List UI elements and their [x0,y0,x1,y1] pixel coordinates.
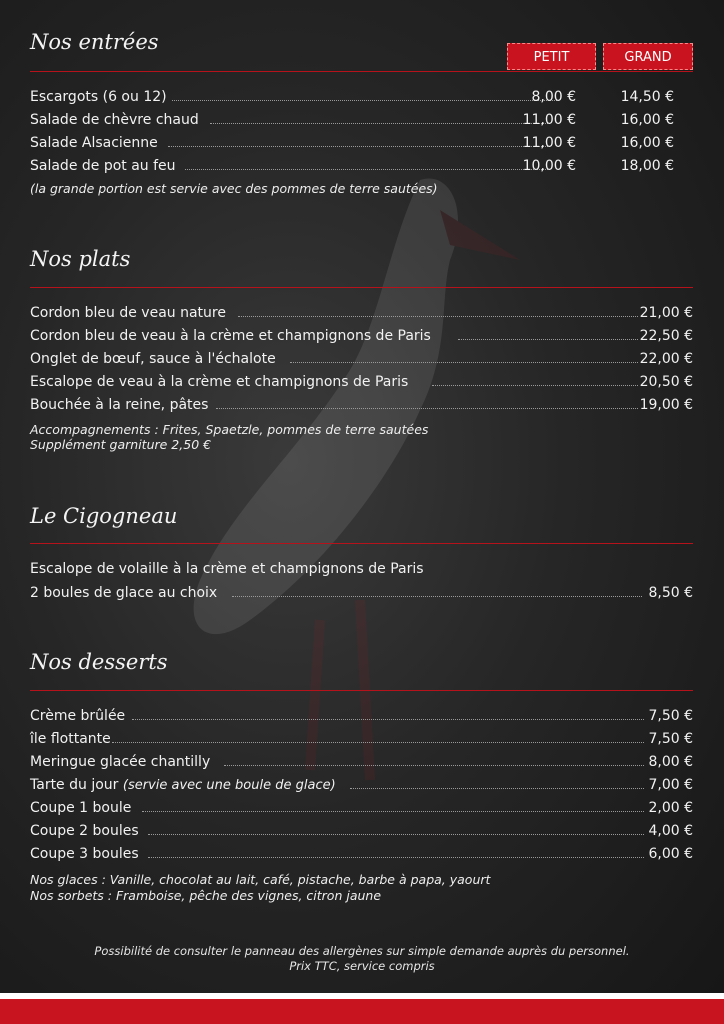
menu-item [30,583,693,603]
cigogneau-divider [30,543,693,544]
item-name: Salade de pot au feu [30,158,176,174]
stork-watermark-icon [120,150,540,790]
menu-item [30,303,693,323]
item-name: Salade de chèvre chaud [30,112,199,128]
item-name: Salade Alsacienne [30,135,158,151]
menu-item [30,349,693,369]
item-price: 22,00 € [639,351,693,367]
item-price: 6,00 € [648,846,693,862]
price-grand: 18,00 € [620,158,674,174]
menu-item [30,775,693,795]
menu-item [30,110,693,130]
tarte-note: (servie avec une boule de glace) [122,778,336,793]
item-price: 8,50 € [648,585,693,601]
dot-leader [238,316,638,317]
item-name: Crème brûlée [30,708,126,724]
item-price: 21,00 € [639,305,693,321]
item-name: Cordon bleu de veau à la crème et champignons de Paris [30,328,431,344]
menu-item [30,395,693,415]
item-name: Coupe 2 boules [30,823,139,839]
bottom-red-band [0,999,724,1024]
footer-allergens: Possibilité de consulter le panneau des allergènes sur simple demande auprès du personnel. [94,944,630,958]
menu-item [30,372,693,392]
menu-item [30,706,693,726]
item-price: 20,50 € [639,374,693,390]
item-name: Escalope de veau à la crème et champignons de Paris [30,374,409,390]
price-petit: 11,00 € [522,135,576,151]
dot-leader [350,788,644,789]
dot-leader [142,811,644,812]
price-petit: 8,00 € [531,89,576,105]
plats-title: Nos plats [30,247,131,271]
desserts-title: Nos desserts [30,650,168,674]
dot-leader [112,742,644,743]
menu-item [30,752,693,772]
menu-item [30,559,693,579]
item-name: 2 boules de glace au choix [30,585,218,601]
item-price: 7,50 € [648,731,693,747]
dot-leader [148,857,644,858]
item-name: Bouchée à la reine, pâtes [30,397,209,413]
item-price: 2,00 € [648,800,693,816]
dot-leader [232,596,642,597]
dot-leader [432,385,638,386]
dot-leader [224,765,644,766]
item-name: Cordon bleu de veau nature [30,305,226,321]
item-price: 4,00 € [648,823,693,839]
menu-item [30,729,693,749]
dot-leader [185,169,550,170]
menu-item [30,844,693,864]
dot-leader [210,123,550,124]
entrees-note: (la grande portion est servie avec des pommes de terre sautées) [30,181,438,196]
grand-column-badge: GRAND [603,43,693,70]
dot-leader [148,834,644,835]
footer-prices: Prix TTC, service compris [289,959,435,973]
price-petit: 10,00 € [522,158,576,174]
entrees-divider [30,71,693,72]
cigogneau-title: Le Cigogneau [30,504,178,528]
item-name [30,775,336,796]
price-grand: 14,50 € [620,89,674,105]
item-name: Meringue glacée chantilly [30,754,211,770]
plats-divider [30,287,693,288]
dot-leader [290,362,638,363]
item-name: Escargots (6 ou 12) [30,89,167,105]
item-name: Coupe 1 boule [30,800,132,816]
tarte-label: Tarte du jour [30,777,119,793]
dot-leader [458,339,638,340]
desserts-note-sorbets: Nos sorbets : Framboise, pêche des vignes, citron jaune [30,888,382,903]
price-petit: 11,00 € [522,112,576,128]
plats-note-supplement: Supplément garniture 2,50 € [30,437,212,452]
item-price: 7,50 € [648,708,693,724]
menu-item [30,821,693,841]
desserts-divider [30,690,693,691]
price-grand: 16,00 € [620,135,674,151]
item-name: Escalope de volaille à la crème et champignons de Paris [30,561,424,577]
item-name: Onglet de bœuf, sauce à l'échalote [30,351,276,367]
menu-item [30,156,693,176]
menu-item [30,133,693,153]
plats-note-accompaniments: Accompagnements : Frites, Spaetzle, pommes de terre sautées [30,422,429,437]
dot-leader [216,408,638,409]
dot-leader [172,100,557,101]
item-price: 19,00 € [639,397,693,413]
item-price: 22,50 € [639,328,693,344]
item-price: 7,00 € [648,777,693,793]
menu-item [30,326,693,346]
menu-item [30,798,693,818]
menu-item [30,87,693,107]
price-grand: 16,00 € [620,112,674,128]
dot-leader [132,719,644,720]
desserts-note-glaces: Nos glaces : Vanille, chocolat au lait, café, pistache, barbe à papa, yaourt [30,872,491,887]
item-price: 8,00 € [648,754,693,770]
entrees-title: Nos entrées [30,30,159,54]
petit-column-badge: PETIT [507,43,596,70]
item-name: Coupe 3 boules [30,846,139,862]
dot-leader [168,146,550,147]
item-name: île flottante [30,731,111,747]
